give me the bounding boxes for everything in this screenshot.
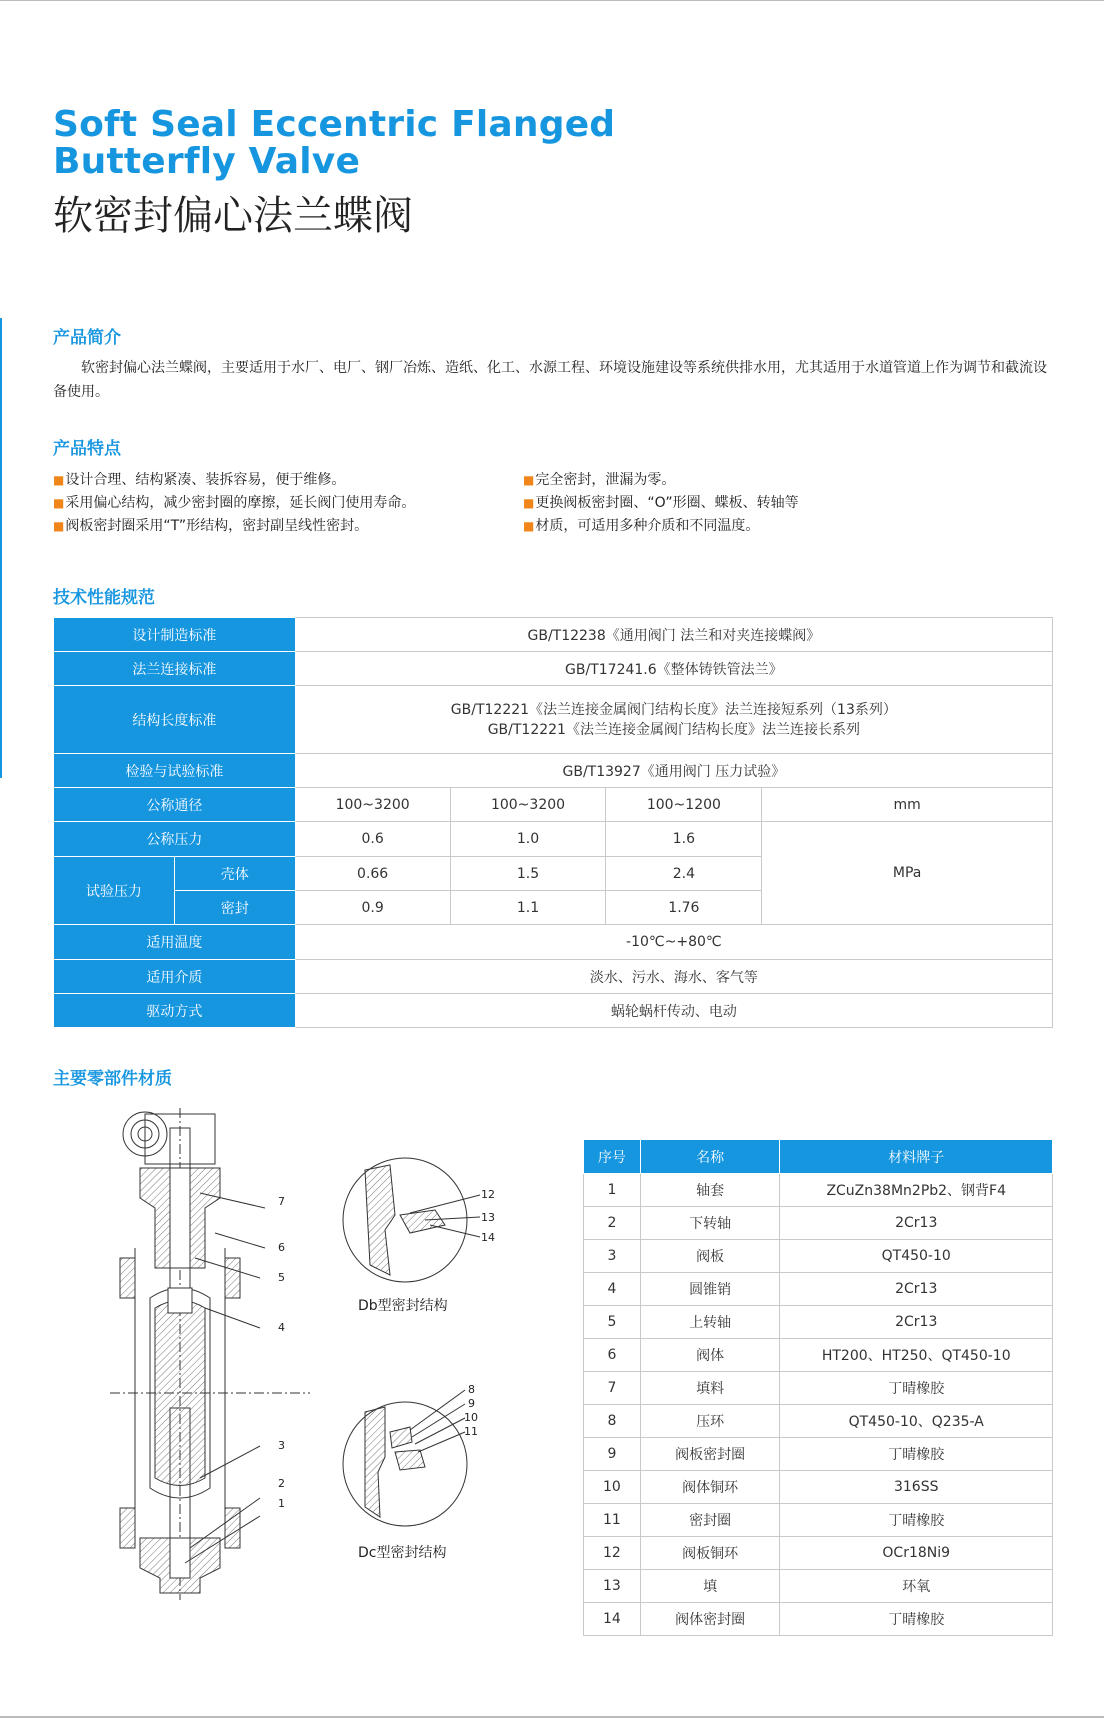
spec-label: 适用温度 xyxy=(54,925,296,960)
title-en-line-1: Soft Seal Eccentric Flanged xyxy=(53,104,616,145)
part-label-7: 7 xyxy=(278,1195,285,1208)
unit-cell: mm xyxy=(762,788,1053,822)
table-row xyxy=(54,822,1053,857)
dc-label-10: 10 xyxy=(464,1411,478,1424)
bullet-icon: ■ xyxy=(53,496,65,510)
spec-label: 公称压力 xyxy=(54,822,296,857)
feature-item: ■阀板密封圈采用“T”形结构，密封副呈线性密封。 xyxy=(53,518,369,534)
table-row: 1 轴套 ZCuZn38Mn2Pb2、钢背F4 xyxy=(584,1174,1053,1207)
table-row: 14 阀体密封圈 丁晴橡胶 xyxy=(584,1603,1053,1636)
table-row: 13 填 环氧 xyxy=(584,1570,1053,1603)
table-row: 6 阀体 HT200、HT250、QT450-10 xyxy=(584,1339,1053,1372)
spec-value: 蜗轮蜗杆传动、电动 xyxy=(295,994,1052,1028)
features-left-list xyxy=(53,469,415,538)
part-label-5: 5 xyxy=(278,1271,285,1284)
spec-value: 100~3200 xyxy=(450,788,606,822)
length-standard-line-2: GB/T12221《法兰连接金属阀门结构长度》法兰连接长系列 xyxy=(487,721,860,738)
table-row: 10 阀体铜环 316SS xyxy=(584,1471,1053,1504)
spec-value: 淡水、污水、海水、客气等 xyxy=(295,960,1052,994)
feature-item: ■完全密封，泄漏为零。 xyxy=(523,472,676,488)
dc-label-11: 11 xyxy=(464,1425,478,1438)
spec-value: GB/T17241.6《整体铸铁管法兰》 xyxy=(295,652,1052,686)
part-number-labels xyxy=(260,1185,300,1525)
part-label-2: 2 xyxy=(278,1477,285,1490)
part-label-4: 4 xyxy=(278,1321,285,1334)
bullet-icon: ■ xyxy=(53,473,65,487)
feature-item: ■材质，可适用多种介质和不同温度。 xyxy=(523,518,760,534)
intro-heading: 产品简介 xyxy=(53,328,121,348)
table-header-row xyxy=(584,1140,1053,1174)
bullet-icon: ■ xyxy=(523,473,535,487)
table-row: 7 填料 丁晴橡胶 xyxy=(584,1372,1053,1405)
title-en-line-2: Butterfly Valve xyxy=(53,141,361,182)
spec-value: 0.9 xyxy=(295,891,450,925)
part-label-1: 1 xyxy=(278,1497,285,1510)
feature-item: ■采用偏心结构，减少密封圈的摩擦，延长阀门使用寿命。 xyxy=(53,495,416,511)
spec-value: -10℃~+80℃ xyxy=(295,925,1052,960)
db-caption: Db型密封结构 xyxy=(358,1298,448,1314)
spec-label: 公称通径 xyxy=(54,788,296,822)
spec-value: 2.4 xyxy=(606,857,762,891)
table-row: 5 上转轴 2Cr13 xyxy=(584,1306,1053,1339)
features-right-list xyxy=(523,469,799,538)
table-row: 9 阀板密封圈 丁晴橡胶 xyxy=(584,1438,1053,1471)
dc-label-9: 9 xyxy=(468,1397,475,1410)
spec-value: 1.6 xyxy=(606,822,762,857)
materials-table xyxy=(583,1139,1053,1636)
table-row xyxy=(54,686,1053,754)
db-label-13: 13 xyxy=(481,1211,495,1224)
table-row: 11 密封圈 丁晴橡胶 xyxy=(584,1504,1053,1537)
table-row xyxy=(54,960,1053,994)
dc-seal-detail-drawing xyxy=(340,1382,510,1527)
feature-item: ■更换阀板密封圈、“O”形圈、蝶板、转轴等 xyxy=(523,495,799,511)
intro-text: 软密封偏心法兰蝶阀，主要适用于水厂、电厂、钢厂冶炼、造纸、化工、水源工程、环境设施建设等系统供排水用，尤其适用于水道管道上作为调节和截流设备使用。 xyxy=(53,360,1047,400)
spec-value: 1.0 xyxy=(450,822,606,857)
spec-heading: 技术性能规范 xyxy=(53,588,155,608)
table-row: 2 下转轴 2Cr13 xyxy=(584,1207,1053,1240)
db-label-12: 12 xyxy=(481,1188,495,1201)
spec-value: GB/T13927《通用阀门 压力试验》 xyxy=(295,754,1052,788)
table-row: 3 阀板 QT450-10 xyxy=(584,1240,1053,1273)
table-row xyxy=(54,788,1053,822)
table-row xyxy=(54,994,1053,1028)
page-title-en xyxy=(53,106,615,180)
spec-value: GB/T12238《通用阀门 法兰和对夹连接蝶阀》 xyxy=(295,618,1052,652)
spec-label: 试验压力 xyxy=(54,857,175,925)
spec-sublabel: 壳体 xyxy=(174,857,295,891)
bullet-icon: ■ xyxy=(523,496,535,510)
page-title-cn: 软密封偏心法兰蝶阀 xyxy=(53,193,413,239)
spec-value: 1.5 xyxy=(450,857,606,891)
spec-value: 0.6 xyxy=(295,822,450,857)
unit-cell: MPa xyxy=(762,822,1053,925)
dc-label-8: 8 xyxy=(468,1383,475,1396)
spec-label: 法兰连接标准 xyxy=(54,652,296,686)
spec-value: 100~3200 xyxy=(295,788,450,822)
spec-label: 检验与试验标准 xyxy=(54,754,296,788)
length-standard-line-1: GB/T12221《法兰连接金属阀门结构长度》法兰连接短系列（13系列） xyxy=(450,701,897,718)
table-row xyxy=(54,618,1053,652)
table-row xyxy=(54,652,1053,686)
dc-caption: Dc型密封结构 xyxy=(358,1545,447,1561)
spec-label: 结构长度标准 xyxy=(54,686,296,754)
materials-heading: 主要零部件材质 xyxy=(53,1069,172,1089)
spec-label: 设计制造标准 xyxy=(54,618,296,652)
column-header: 序号 xyxy=(584,1140,641,1174)
feature-item: ■设计合理、结构紧凑、装拆容易，便于维修。 xyxy=(53,472,346,488)
features-heading: 产品特点 xyxy=(53,439,121,459)
table-row: 4 圆锥销 2Cr13 xyxy=(584,1273,1053,1306)
table-row xyxy=(54,925,1053,960)
bullet-icon: ■ xyxy=(523,519,535,533)
table-row xyxy=(54,754,1053,788)
top-border-line xyxy=(0,0,1104,1)
spec-table xyxy=(53,617,1053,1028)
side-accent-line xyxy=(0,318,2,778)
db-label-14: 14 xyxy=(481,1231,495,1244)
part-label-6: 6 xyxy=(278,1241,285,1254)
bullet-icon: ■ xyxy=(53,519,65,533)
spec-value: 1.76 xyxy=(606,891,762,925)
spec-label: 适用介质 xyxy=(54,960,296,994)
table-row: 8 压环 QT450-10、Q235-A xyxy=(584,1405,1053,1438)
part-label-3: 3 xyxy=(278,1439,285,1452)
spec-value: 100~1200 xyxy=(606,788,762,822)
db-seal-detail-drawing xyxy=(340,1155,510,1285)
spec-label: 驱动方式 xyxy=(54,994,296,1028)
spec-value: 0.66 xyxy=(295,857,450,891)
column-header: 材料牌子 xyxy=(780,1140,1053,1174)
spec-sublabel: 密封 xyxy=(174,891,295,925)
column-header: 名称 xyxy=(640,1140,780,1174)
table-row: 12 阀板铜环 OCr18Ni9 xyxy=(584,1537,1053,1570)
spec-value xyxy=(295,686,1052,754)
spec-value: 1.1 xyxy=(450,891,606,925)
